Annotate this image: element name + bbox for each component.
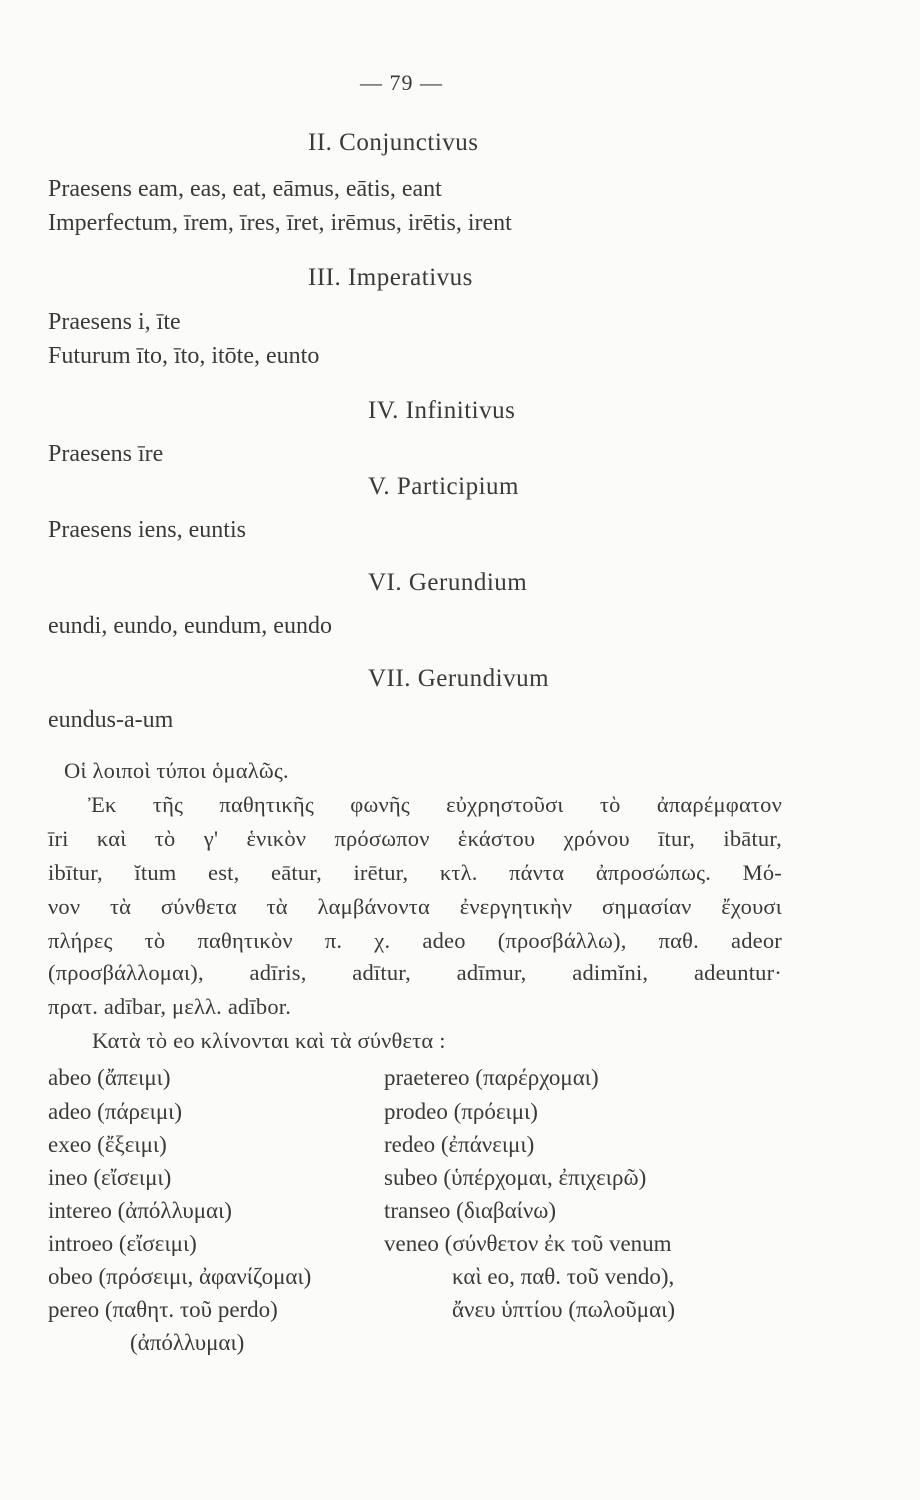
greek-paragraph-line: πρατ. adībar, μελλ. adībor. (48, 994, 292, 1019)
compound-left-item: ineo (εἴσειμι) (48, 1165, 172, 1190)
greek-paragraph-line: (προσβάλλομαι), adīris, adītur, adīmur, adimĭni, adeuntur· (48, 960, 782, 985)
compound-right-item: ἄνευ ὑπτίου (πωλοῦμαι) (452, 1297, 675, 1322)
greek-paragraph-line: νον τὰ σύνθετα τὰ λαμβάνοντα ἐνεργητικὴν σημασίαν ἔχουσι (48, 894, 782, 919)
line-imperativus-futurum: Futurum īto, īto, itōte, eunto (48, 343, 320, 369)
line-infinitivus-praesens: Praesens īre (48, 441, 164, 467)
compound-left-item: adeo (πάρειμι) (48, 1099, 182, 1124)
compound-left-item: introeo (εἴσειμι) (48, 1231, 197, 1256)
line-gerundium-forms: eundi, eundo, eundum, eundo (48, 613, 332, 639)
compound-left-item: exeo (ἔξειμι) (48, 1132, 167, 1157)
heading-conjunctivus: II. Conjunctivus (308, 129, 479, 156)
compound-left-item: intereo (ἀπόλλυμαι) (48, 1198, 232, 1223)
line-gerundivum-form: eundus-a-um (48, 707, 174, 733)
page-number: — 79 — (360, 70, 443, 95)
line-conjunctivus-praesens: Praesens eam, eas, eat, eāmus, eātis, eant (48, 176, 442, 202)
line-participium-praesens: Praesens iens, euntis (48, 517, 246, 543)
line-conjunctivus-imperfectum: Imperfectum, īrem, īres, īret, irēmus, irētis, irent (48, 210, 512, 236)
greek-paragraph-line: Ἐκ τῆς παθητικῆς φωνῆς εὐχρηστοῦσι τὸ ἀπαρέμφατον (88, 792, 782, 817)
heading-gerundium: VI. Gerundium (368, 569, 528, 596)
greek-paragraph-line: Οἱ λοιποὶ τύποι ὁμαλῶς. (64, 758, 289, 783)
compound-right-item: veneo (σύνθετον ἐκ τοῦ venum (384, 1231, 672, 1256)
line-imperativus-praesens: Praesens i, īte (48, 309, 181, 335)
greek-paragraph-line: πλήρες τὸ παθητικὸν π. χ. adeo (προσβάλλω), παθ. adeor (48, 928, 782, 953)
heading-participium: V. Participium (368, 473, 519, 500)
compound-right-item: prodeo (πρόειμι) (384, 1099, 538, 1124)
compound-left-item: (ἀπόλλυμαι) (130, 1330, 245, 1355)
greek-paragraph-line: īri καὶ τὸ γ' ἑνικὸν πρόσωπον ἑκάστου χρόνου ītur, ibātur, (48, 826, 782, 851)
compound-left-item: pereo (παθητ. τοῦ perdo) (48, 1297, 278, 1322)
compound-left-item: abeo (ἄπειμι) (48, 1065, 171, 1090)
heading-imperativus: III. Imperativus (308, 264, 473, 291)
greek-paragraph-line: ibītur, ĭtum est, eātur, irētur, κτλ. πάντα ἀπροσώπως. Μό- (48, 860, 782, 885)
heading-gerundivum: VII. Gerundivum (368, 665, 550, 692)
compound-right-item: praetereo (παρέρχομαι) (384, 1065, 599, 1090)
compound-left-item: obeo (πρόσειμι, ἀφανίζομαι) (48, 1264, 312, 1289)
compound-right-item: redeo (ἐπάνειμι) (384, 1132, 535, 1157)
compound-right-item: transeo (διαβαίνω) (384, 1198, 557, 1223)
greek-paragraph-line: Κατὰ τὸ eo κλίνονται καὶ τὰ σύνθετα : (92, 1028, 446, 1053)
heading-infinitivus: IV. Infinitivus (368, 397, 516, 424)
compound-right-item: καὶ eo, παθ. τοῦ vendo), (452, 1264, 675, 1289)
compound-right-item: subeo (ὑπέρχομαι, ἐπιχειρῶ) (384, 1165, 647, 1190)
